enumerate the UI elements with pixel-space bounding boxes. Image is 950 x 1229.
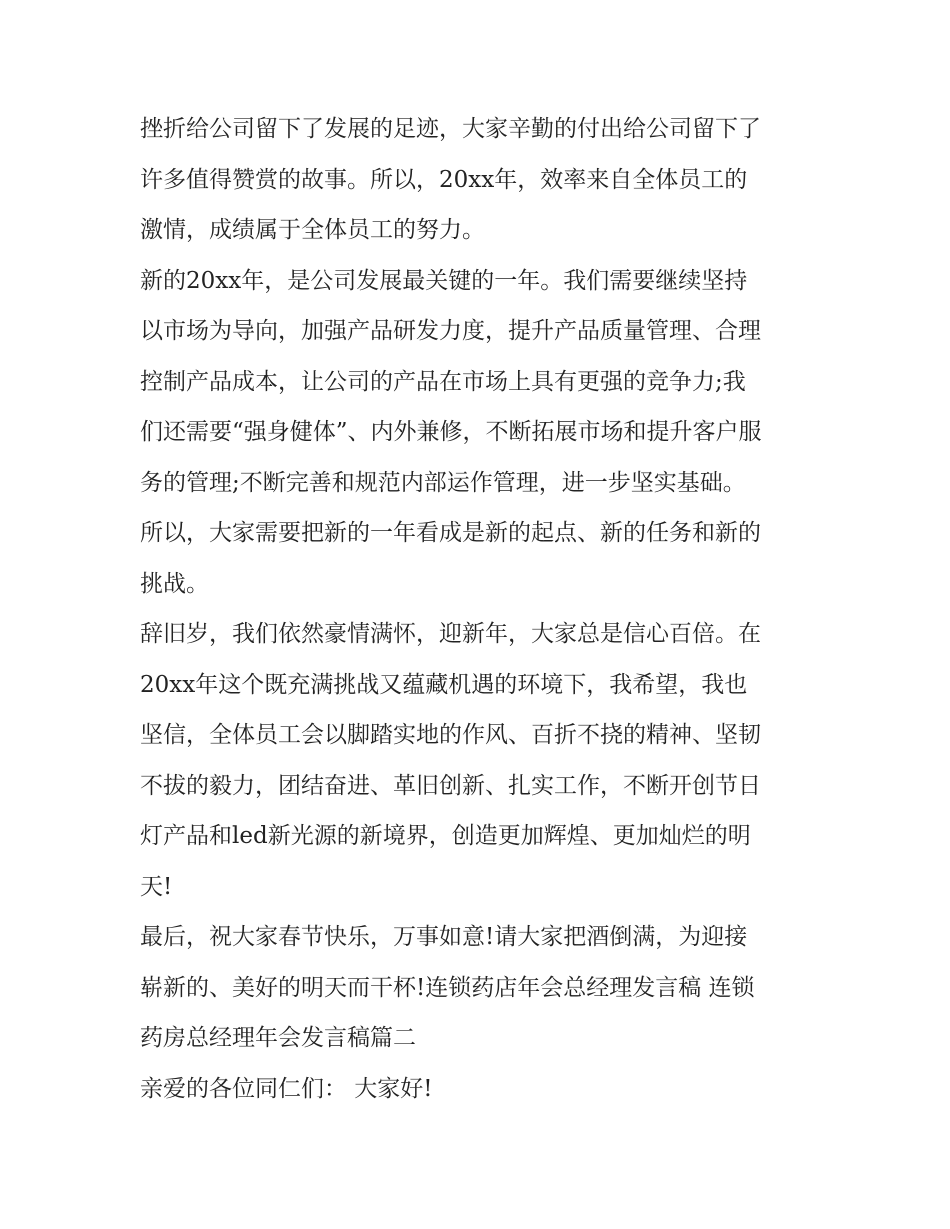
text-line: 辞旧岁，我们依然豪情满怀，迎新年，大家总是信心百倍。在: [140, 621, 761, 647]
text-line: 灯产品和led新光源的新境界，创造更加辉煌、更加灿烂的明: [140, 823, 751, 849]
text-line: 们还需要“强身健体”、内外兼修，不断拓展市场和提升客户服: [140, 419, 762, 445]
text-line: 挑战。: [140, 570, 209, 597]
text-line: 坚信，全体员工会以脚踏实地的作风、百折不挠的精神、坚韧: [140, 722, 761, 748]
text-line: 激情，成绩属于全体员工的努力。: [140, 217, 485, 243]
text-line: 所以，大家需要把新的一年看成是新的起点、新的任务和新的: [140, 520, 761, 546]
text-line: 20xx年这个既充满挑战又蕴藏机遇的环境下，我希望，我也: [140, 671, 748, 698]
document-body: [140, 104, 820, 1114]
text-line: 最后，祝大家春节快乐，万事如意!请大家把酒倒满，为迎接: [140, 924, 748, 950]
text-line: 药房总经理年会发言稿篇二: [140, 1025, 416, 1051]
text-line: 许多值得赞赏的故事。所以，20xx年，效率来自全体员工的: [140, 166, 748, 193]
text-line: 务的管理;不断完善和规范内部运作管理，进一步坚实基础。: [140, 469, 746, 496]
text-line: 崭新的、美好的明天而干杯!连锁药店年会总经理发言稿 连锁: [140, 974, 755, 1001]
text-line: 挫折给公司留下了发展的足迹，大家辛勤的付出给公司留下了: [140, 116, 761, 142]
text-line: 以市场为导向，加强产品研发力度，提升产品质量管理、合理: [140, 318, 761, 344]
text-line: 控制产品成本，让公司的产品在市场上具有更强的竞争力;我: [140, 368, 746, 395]
text-line: 不拔的毅力，团结奋进、革旧创新、扎实工作，不断开创节日: [140, 772, 761, 799]
text-line: 天!: [140, 873, 173, 900]
text-line: 亲爱的各位同仁们： 大家好!: [140, 1075, 433, 1102]
text-line: 新的20xx年，是公司发展最关键的一年。我们需要继续坚持: [140, 267, 748, 294]
